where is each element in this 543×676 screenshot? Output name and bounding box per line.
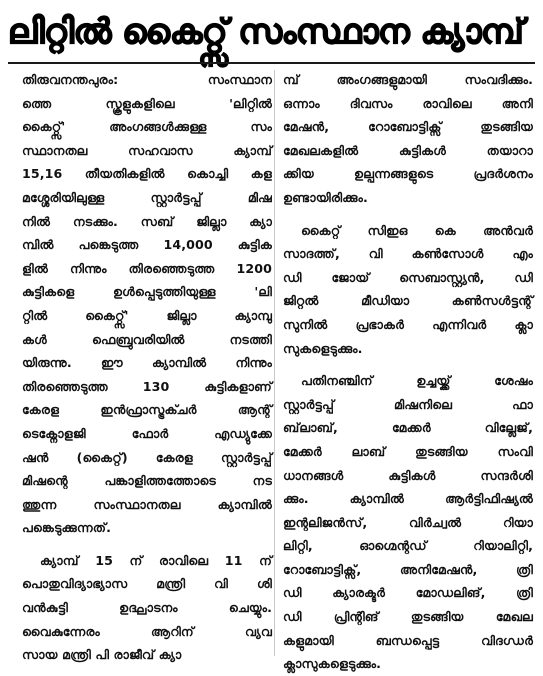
text-line: സുനിൽ പ്രഭാകർ എന്നിവർ ക്ലാ bbox=[283, 316, 533, 332]
text-line: വൈകുന്നേരം ആറിന് വ്യവ bbox=[22, 623, 272, 639]
text-line: കുട്ടികളെ ഉൾപ്പെടുത്തിയുള്ള 'ലി bbox=[22, 284, 272, 300]
headline: ലിറ്റിൽ കൈറ്റ്സ് സംസ്ഥാന ക്യാമ്പ് bbox=[8, 12, 524, 52]
text-line: ധാനങ്ങൾ കുട്ടികൾ സന്ദർശി bbox=[283, 467, 533, 483]
text-line: പങ്കെടുക്കുന്നത്. bbox=[22, 520, 112, 536]
text-line: സായ മന്ത്രി പി രാജീവ് ക്യാ bbox=[22, 647, 182, 663]
paragraph bbox=[283, 68, 533, 210]
text-line: കൾ ഫെബ്രുവരിയിൽ നടത്തി bbox=[22, 331, 272, 347]
text-line: ഉണ്ടായിരിക്കും. bbox=[283, 189, 368, 205]
text-line: ജിറ്റൽ മീഡിയാ കൺസൾട്ടന്റ് bbox=[283, 293, 533, 309]
text-line: ഡി ജോയ് സെബാസ്റ്റ്യൻ, ഡി bbox=[283, 269, 533, 285]
text-line: ഡി ക്യാരക്ടർ മോഡലിങ്, ത്രി bbox=[283, 585, 533, 601]
text-line: കളുമായി ബന്ധപ്പെട്ട വിദഗ്ധർ bbox=[283, 632, 533, 648]
text-line: ഷൻ (കൈറ്റ്) കേരള സ്റ്റാർട്ടപ്പ് bbox=[22, 449, 272, 465]
text-line: ബ്‌ലാബ്, മേക്കർ വില്ലേജ്, bbox=[283, 420, 533, 436]
text-line: മേഖലകളിൽ കുട്ടികൾ തയാറാ bbox=[283, 142, 533, 158]
column-divider bbox=[274, 70, 275, 656]
text-line: ഡി പ്രിന്റിങ് തുടങ്ങിയ മേഖല bbox=[283, 609, 533, 625]
right-column bbox=[283, 68, 533, 672]
text-line: യിരുന്നു. ഈ ക്യാമ്പിൽ നിന്നും bbox=[22, 355, 272, 371]
text-line: തിരഞ്ഞെടുത്ത 130 കുട്ടികളാണ് bbox=[22, 378, 272, 394]
text-line: ഒന്നാം ദിവസം രാവിലെ അനി bbox=[283, 95, 533, 111]
text-line: റ്റിൽ കൈറ്റ്സ്' ജില്ലാ ക്യാമ്പു bbox=[22, 307, 272, 323]
text-line: ത്തുന്ന സംസ്ഥാനതല ക്യാമ്പിൽ bbox=[22, 496, 272, 512]
text-line: സാദത്ത്, വി കൺസോൾ എം bbox=[283, 246, 533, 262]
text-line: മ്പിൽ പങ്കെടുത്ത 14,000 കുട്ടിക bbox=[22, 237, 272, 253]
text-line: സ്ഥാനതല സഹവാസ ക്യാമ്പ് bbox=[22, 142, 272, 158]
text-line: മിഷന്റെ പങ്കാളിത്തത്തോടെ നട bbox=[22, 473, 272, 489]
text-line: റോബോട്ടിക്സ്, അനിമേഷൻ, ത്രി bbox=[283, 561, 533, 577]
text-line: കൈറ്റ് സിഇഒ കെ അൻവർ bbox=[301, 222, 533, 238]
paragraph bbox=[283, 219, 533, 361]
headline-rule bbox=[8, 62, 535, 64]
text-line: കൈറ്റ്സ്' അംഗങ്ങൾക്കുള്ള സം bbox=[22, 119, 272, 135]
text-line: കേരള ഇൻഫ്രാസ്ട്രക്ചർ ആന്റ് bbox=[22, 402, 272, 418]
text-line: സുകളെടുക്കും. bbox=[283, 340, 363, 356]
text-line: മ്പ് അംഗങ്ങളുമായി സംവദിക്കും. bbox=[283, 72, 533, 87]
text-line: മേഷൻ, റോബോട്ടിക്സ് തുടങ്ങിയ bbox=[283, 119, 533, 135]
left-column bbox=[22, 68, 272, 663]
paragraph bbox=[22, 68, 272, 540]
text-line: ളിൽ നിന്നും തിരഞ്ഞെടുത്ത 1200 bbox=[22, 260, 272, 276]
text-line: ക്ലാസുകളെടുക്കും. bbox=[283, 656, 382, 672]
text-line: ടെക്നോളജി ഫോർ എഡ്യുക്കേ bbox=[22, 425, 272, 441]
text-line: ക്കും. ക്യാമ്പിൽ ആർട്ടിഫിഷ്യൽ bbox=[283, 491, 533, 507]
text-line: മേക്കർ ലാബ് തുടങ്ങിയ സംവി bbox=[283, 443, 533, 459]
paragraph bbox=[22, 549, 272, 667]
text-line: ഇന്റലിജൻസ്, വിർച്വൽ റിയാ bbox=[283, 514, 533, 530]
text-line: തിരുവനന്തപുരം: സംസ്ഥാന bbox=[22, 72, 272, 87]
text-line: ക്കിയ ഉല്പന്നങ്ങളുടെ പ്രദർശനം bbox=[283, 166, 533, 182]
text-line: 15,16 തീയതികളിൽ കൊച്ചി കള bbox=[22, 166, 272, 182]
text-line: വൻകുട്ടി ഉദ്ഘാടനം ചെയ്യും. bbox=[22, 600, 272, 616]
text-line: സ്റ്റാർട്ടപ്പ് മിഷനിലെ ഫാ bbox=[283, 396, 533, 412]
paragraph bbox=[283, 369, 533, 676]
text-line: ലിറ്റി, ഓഗ്മെന്റഡ് റിയാലിറ്റി, bbox=[283, 538, 533, 554]
text-line: ത്തെ സ്കൂളുകളിലെ 'ലിറ്റിൽ bbox=[22, 95, 272, 111]
text-line: നിൽ നടക്കും. സബ് ജില്ലാ ക്യാ bbox=[22, 213, 272, 229]
text-line: പൊതുവിദ്യാഭ്യാസ മന്ത്രി വി ശി bbox=[22, 576, 272, 592]
text-line: മശ്ശേരിയിലുള്ള സ്റ്റാർട്ടപ്പ് മിഷ bbox=[22, 189, 272, 205]
text-line: ക്യാമ്പ് 15 ന് രാവിലെ 11 ന് bbox=[40, 552, 272, 568]
text-line: പതിനഞ്ചിന് ഉച്ചയ്ക്ക് ശേഷം bbox=[301, 373, 533, 389]
